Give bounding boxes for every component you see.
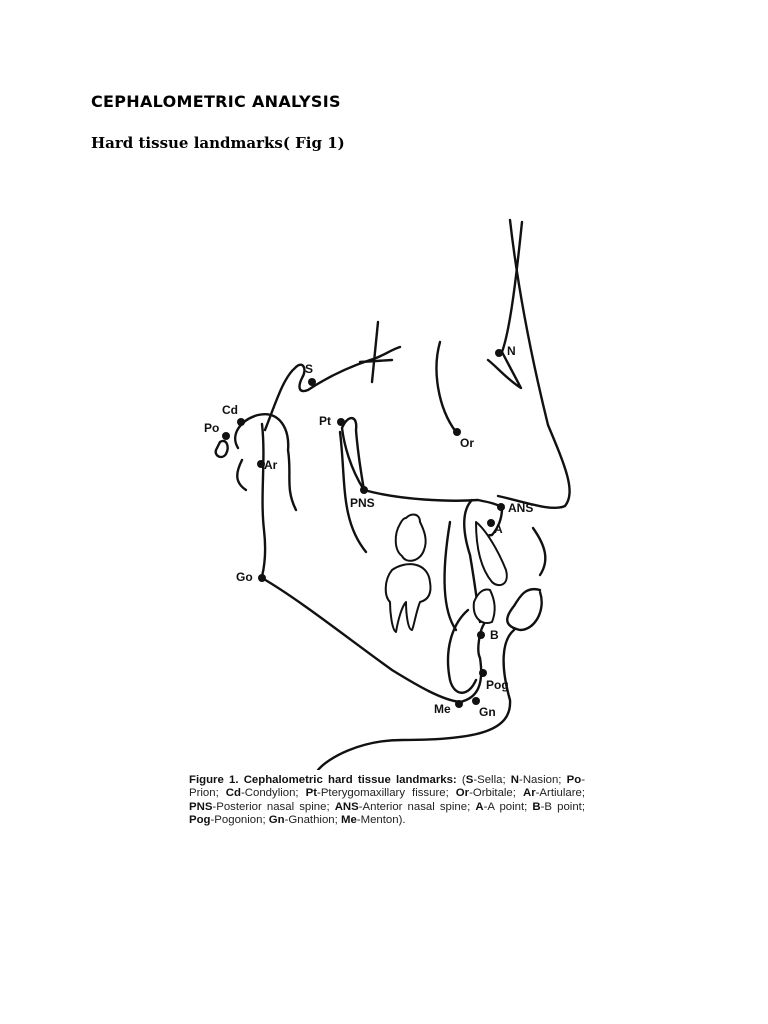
landmark-label-s: S [305, 362, 314, 376]
landmark-label-b: B [490, 628, 499, 642]
lower-incisor [474, 590, 495, 624]
caption-abbr-n: N [510, 774, 520, 786]
section-heading: Hard tissue landmarks( Fig 1) [91, 134, 345, 152]
caption-desc-ar: -Artiulare; [535, 787, 586, 800]
landmark-point-or [453, 428, 461, 436]
caption-abbr-s: S [465, 774, 474, 786]
caption-desc-cd: -Condylion; [240, 787, 306, 800]
landmark-label-n: N [507, 344, 516, 358]
mandible-outline [262, 424, 484, 702]
caption-desc-pns: -Posterior nasal spine; [212, 800, 335, 813]
landmark-point-pt [337, 418, 345, 426]
caption-desc-pog: -Pogonion; [210, 814, 269, 827]
landmark-point-cd [237, 418, 245, 426]
caption-label: Figure 1. [189, 774, 239, 786]
landmark-point-n [495, 349, 503, 357]
pterygoid-plate [340, 418, 366, 552]
landmark-point-go [258, 574, 266, 582]
caption-desc-a: -A point; [483, 800, 533, 813]
caption-abbr-cd: Cd [225, 787, 241, 800]
posterior-maxilla-lower [445, 522, 456, 630]
caption-abbr-pns: PNS [189, 800, 213, 813]
caption-abbr-ar: Ar [522, 787, 536, 800]
caption-abbr-a: A [475, 800, 484, 813]
caption-close-paren: ). [398, 814, 406, 827]
landmark-point-gn [472, 697, 480, 705]
landmark-label-gn: Gn [479, 705, 496, 719]
landmark-point-ans [497, 503, 505, 511]
landmark-label-po: Po [204, 421, 220, 435]
caption-desc-gn: -Gnathion; [284, 814, 341, 827]
landmark-point-pog [479, 669, 487, 677]
landmark-label-go: Go [236, 570, 253, 584]
landmark-label-cd: Cd [222, 403, 238, 417]
upper-molar [396, 515, 426, 561]
ear-canal [216, 441, 246, 490]
cephalometric-tracing [180, 210, 600, 770]
sella-turcica [265, 347, 400, 430]
landmark-label-ar: Ar [264, 458, 278, 472]
caption-desc-n: -Nasion; [519, 774, 567, 786]
nose-bridge-inner [488, 222, 522, 388]
landmark-point-me [455, 700, 463, 708]
caption-abbr-gn: Gn [268, 814, 285, 827]
landmark-label-pt: Pt [319, 414, 331, 428]
caption-abbr-me: Me [340, 814, 357, 827]
caption-abbr-po: Po [566, 774, 582, 786]
caption-desc-b: -B point; [540, 800, 585, 813]
document-title: CEPHALOMETRIC ANALYSIS [91, 92, 341, 111]
caption-abbr-ans: ANS [334, 800, 359, 813]
landmark-label-pns: PNS [350, 496, 375, 510]
landmark-label-ans: ANS [508, 501, 534, 515]
caption-desc-po: -Prion; [189, 774, 585, 800]
landmark-point-po [222, 432, 230, 440]
figure-caption [189, 774, 585, 828]
caption-open-paren: ( [461, 774, 466, 786]
landmark-label-pog: Pog [486, 678, 509, 692]
landmark-label-me: Me [434, 702, 451, 716]
landmark-label-a: A [494, 522, 503, 536]
caption-desc-or: -Orbitale; [469, 787, 523, 800]
caption-desc-ans: -Anterior nasal spine; [358, 800, 476, 813]
caption-desc-me: -Menton [356, 814, 399, 827]
caption-abbr-or: Or [455, 787, 470, 800]
caption-abbr-pt: Pt [305, 787, 318, 800]
caption-abbr-b: B [532, 800, 541, 813]
upper-lip-profile [533, 528, 545, 575]
caption-abbr-pog: Pog [189, 814, 211, 827]
landmark-point-b [477, 631, 485, 639]
caption-desc-pt: -Pterygomaxillary fissure; [317, 787, 456, 800]
caption-desc-s: -Sella; [473, 774, 511, 786]
landmark-label-or: Or [460, 436, 475, 450]
caption-title: Cephalometric hard tissue landmarks: [243, 774, 457, 786]
orbital-rim [437, 342, 456, 432]
landmark-point-pns [360, 486, 368, 494]
lower-molar [386, 564, 431, 632]
cephalometric-figure [180, 210, 600, 770]
landmark-point-s [308, 378, 316, 386]
